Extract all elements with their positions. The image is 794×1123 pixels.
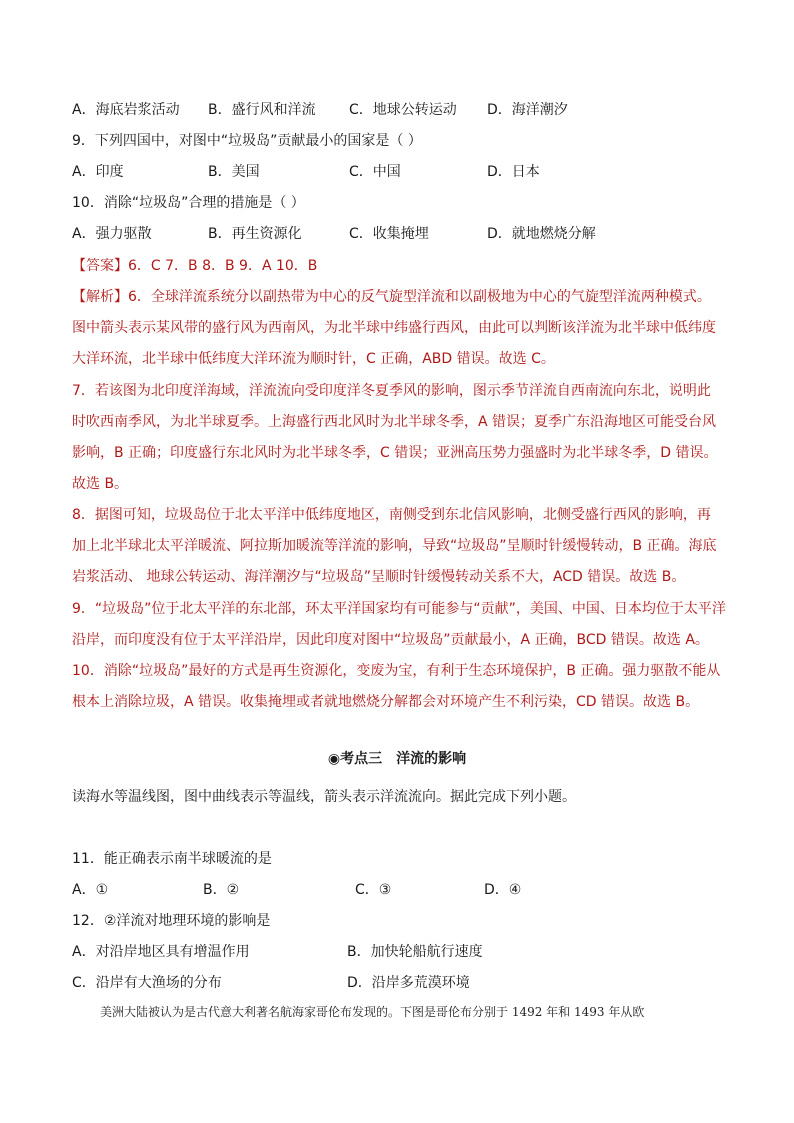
analysis-line-12: 10．消除“垃圾岛”最好的方式是再生资源化，变废为宝，有利于生态环境保护，B 正确。强力驱散不能从 xyxy=(72,663,721,679)
q10-option-c: C．收集掩埋 xyxy=(349,226,429,242)
analysis-line-1: 图中箭头表示某风带的盛行风为西南风，为北半球中纬盛行西风，由此可以判断该洋流为北半球中低纬度 xyxy=(72,320,716,336)
q9-option-b: B．美国 xyxy=(208,164,260,180)
q9-option-a: A．印度 xyxy=(72,164,124,180)
q10-options xyxy=(72,224,722,244)
q10-option-b: B．再生资源化 xyxy=(208,226,302,242)
q8-options xyxy=(72,100,722,120)
answer-line xyxy=(72,256,317,276)
q12-stem: 12．②洋流对地理环境的影响是 xyxy=(72,913,271,929)
q12-option-c: C．沿岸有大渔场的分布 xyxy=(72,975,222,991)
analysis-line-11: 沿岸，而印度没有位于太平洋沿岸，因此印度对图中“垃圾岛”贡献最小，A 正确，BCD 错误。故选 A。 xyxy=(72,632,709,648)
q12-option-b: B．加快轮船航行速度 xyxy=(347,944,483,960)
q9-stem: 9．下列四国中，对图中“垃圾岛”贡献最小的国家是（ ） xyxy=(72,133,422,149)
section-title: ◉考点三 洋流的影响 xyxy=(327,751,467,767)
analysis-line-3: 7．若该图为北印度洋海域，洋流流向受印度洋冬夏季风的影响，图示季节洋流自西南流向东北，说明此 xyxy=(72,383,711,399)
q11-option-c: C．③ xyxy=(355,882,392,898)
q12-options-row1 xyxy=(72,942,722,962)
analysis-line-2: 大洋环流，北半球中低纬度大洋环流为顺时针，C 正确，ABD 错误。故选 C。 xyxy=(72,351,555,367)
q11-option-b: B．② xyxy=(203,882,240,898)
analysis-line-5: 影响，B 正确；印度盛行东北风时为北半球冬季，C 错误；亚洲高压势力强盛时为北半球冬季，D 错误。 xyxy=(72,445,718,461)
analysis-line-4: 时吹西南季风，为北半球夏季。上海盛行西北风时为北半球冬季，A 错误；夏季广东沿海地区可能受台风 xyxy=(72,414,717,430)
q11-option-d: D．④ xyxy=(484,882,522,898)
q8-option-b: B．盛行风和洋流 xyxy=(208,102,316,118)
answer-text: 6．C 7．B 8．B 9．A 10．B xyxy=(128,258,318,274)
q11-options xyxy=(72,880,722,900)
q8-option-a: A．海底岩浆活动 xyxy=(72,102,180,118)
bottom-note: 美洲大陆被认为是古代意大利著名航海家哥伦布发现的。下图是哥伦布分别于 1492 年和 1493 年从欧 xyxy=(100,1005,645,1019)
q12-options-row2 xyxy=(72,973,722,993)
q12-option-a: A．对沿岸地区具有增温作用 xyxy=(72,944,250,960)
q10-stem: 10．消除“垃圾岛”合理的措施是（ ） xyxy=(72,195,305,211)
q12-option-d: D．沿岸多荒漠环境 xyxy=(347,975,470,991)
q8-option-d: D．海洋潮汐 xyxy=(487,102,568,118)
q8-option-c: C．地球公转运动 xyxy=(349,102,457,118)
intro-text: 读海水等温线图，图中曲线表示等温线，箭头表示洋流流向。据此完成下列小题。 xyxy=(72,789,576,805)
analysis-line-0 xyxy=(72,287,711,307)
analysis-line-7: 8．据图可知，垃圾岛位于北太平洋中低纬度地区，南侧受到东北信风影响，北侧受盛行西风的影响，再 xyxy=(72,507,711,523)
analysis-tag: 【解析】 xyxy=(72,289,128,305)
analysis-line-13: 根本上消除垃圾，A 错误。收集掩埋或者就地燃烧分解都会对环境产生不利污染，CD 错误。故选 B。 xyxy=(72,694,700,710)
q9-option-d: D．日本 xyxy=(487,164,540,180)
answer-tag: 【答案】 xyxy=(72,258,128,274)
analysis-text: 6．全球洋流系统分以副热带为中心的反气旋型洋流和以副极地为中心的气旋型洋流两种模式。 xyxy=(128,289,711,305)
q10-option-a: A．强力驱散 xyxy=(72,226,152,242)
analysis-line-6: 故选 B。 xyxy=(72,476,129,492)
q9-option-c: C．中国 xyxy=(349,164,401,180)
analysis-line-9: 岩浆活动、 地球公转运动、海洋潮汐与“垃圾岛”呈顺时针缓慢转动关系不大，ACD 错误。故选 B。 xyxy=(72,569,686,585)
q11-option-a: A．① xyxy=(72,882,109,898)
analysis-line-10: 9．“垃圾岛”位于北太平洋的东北部，环太平洋国家均有可能参与“贡献”，美国、中国、日本均位于太平洋 xyxy=(72,601,726,617)
q10-option-d: D．就地燃烧分解 xyxy=(487,226,596,242)
q9-options xyxy=(72,162,722,182)
analysis-line-8: 加上北半球北太平洋暖流、阿拉斯加暖流等洋流的影响，导致“垃圾岛”呈顺时针缓慢转动，B 正确。海底 xyxy=(72,538,717,554)
q11-stem: 11．能正确表示南半球暖流的是 xyxy=(72,851,272,867)
